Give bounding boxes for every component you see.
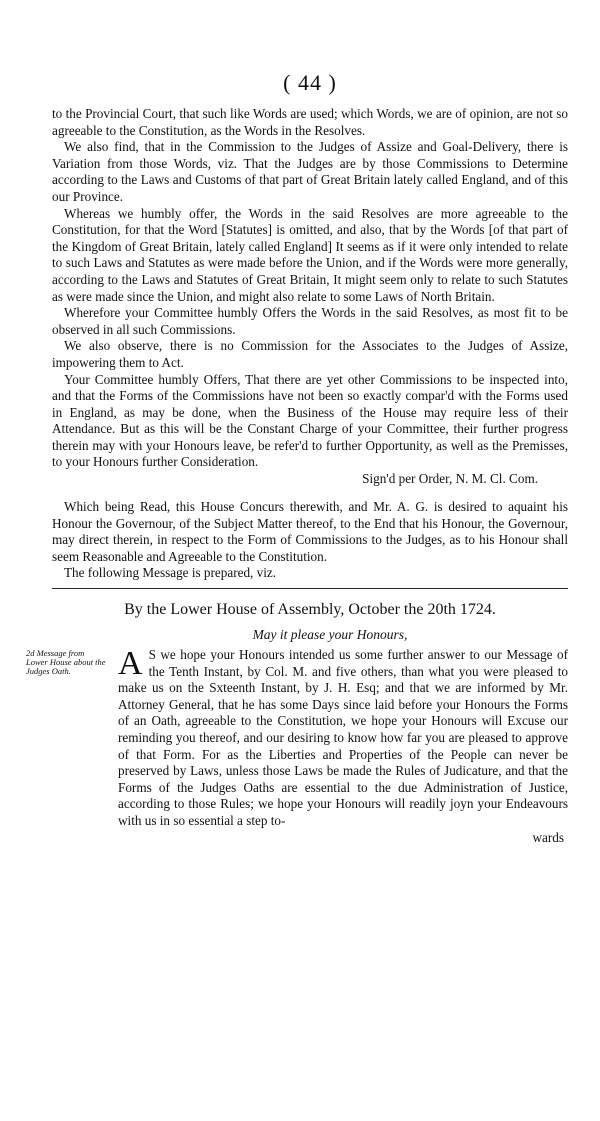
paragraph-assize-commission: We also find, that in the Commission to the Judges of Assize and Goal-Delivery, there is Variation from those Words, viz. That the Judges are by those Commissions to Determine according to the Laws and Customs of that part of Great Britain lately called England, and of this our Province. (52, 139, 568, 204)
drop-cap: A (118, 645, 143, 683)
paragraph-continuation: to the Provincial Court, that such like Words are used; which Words, we are of opinion, are not so agreeable to the Constitution, as the Words in the Resolves. (52, 106, 568, 138)
page-number: ( 44 ) (283, 70, 337, 95)
paragraph-associates: We also observe, there is no Commission for the Associates to the Judges of Assize, impowering them to Act. (52, 338, 568, 370)
divider-rule (52, 588, 568, 589)
paragraph-wherefore: Wherefore your Committee humbly Offers the Words in the said Resolves, as most fit to be observed in all such Commissions. (52, 305, 568, 337)
catchword: wards (532, 829, 564, 845)
margin-note: 2d Message from Lower House about the Judges Oath. (26, 648, 106, 677)
salutation: May it please your Honours, (252, 627, 408, 643)
message-body (52, 647, 568, 830)
signature-line: Sign'd per Order, N. M. Cl. Com. (362, 471, 538, 487)
paragraph-committee-offers: Your Committee humbly Offers, That there are yet other Commissions to be inspected into, and that the Forms of the Commissions have not been so exactly compar'd with the Forms used in England, as may be done, when the Business of the House may require less of their Attendance. But as this will be the Constant Charge of your Committee, their further progress therein may with your Honours leave, be refer'd to further Opportunity, as well as the Premisses, to your Honours further Consideration. (52, 371, 568, 470)
message-heading: By the Lower House of Assembly, October the 20th 1724. (124, 601, 496, 619)
paragraph-whereas: Whereas we humbly offer, the Words in the said Resolves are more agreeable to the Constitution, for that the Word [Statutes] is omitted, and also, that by the Words [of that part of the Kingdom of Great Britain, lately called England] It seems as if it were only intended to relate to such Laws and Statutes as were made before the Union, and if the Words were more generally, according to the Laws and Statutes of Great Britain, It might seem only to relate to such Statutes as were made since the Union, and might also relate to some Laws of North Britain. (52, 205, 568, 304)
paragraph-following-message: The following Message is prepared, viz. (64, 565, 277, 581)
paragraph-house-concurs: Which being Read, this House Concurs therewith, and Mr. A. G. is desired to aquaint his Honour the Governour, of the Subject Matter thereof, to the End that his Honour, the Governour, may direct therein, in respect to the Form of Commissions to the Judges, as to his Honour shall seem Reasonable and Agreeable to the Constitution. (52, 499, 568, 564)
document-page (26, 70, 568, 846)
message-block (26, 645, 568, 830)
section-gap (52, 487, 568, 499)
message-text: S we hope your Honours intended us some further answer to our Message of the Tenth Instant, by Col. M. and five others, than what you were pleased to make us on the Sxteenth Instant, by J. H. Esq; and that we are informed by Mr. Attorney General, that he has some Days since laid before your Honours the Forms of an Oath, agreeable to the Constitution, we hope your Honours will Excuse our reminding you thereof, and our desiring to know how far you are pleased to approve of that Form. For as the Liberties and Properties of the People can never be preserved by Laws, unless those Laws be made the Rules of Judicature, and that the Forms of the Judges Oaths are essential to the due Administration of Justice, according to those Rules; we hope your Honours will readily joyn your Endeavours with us in so essential a step to- (118, 647, 568, 828)
